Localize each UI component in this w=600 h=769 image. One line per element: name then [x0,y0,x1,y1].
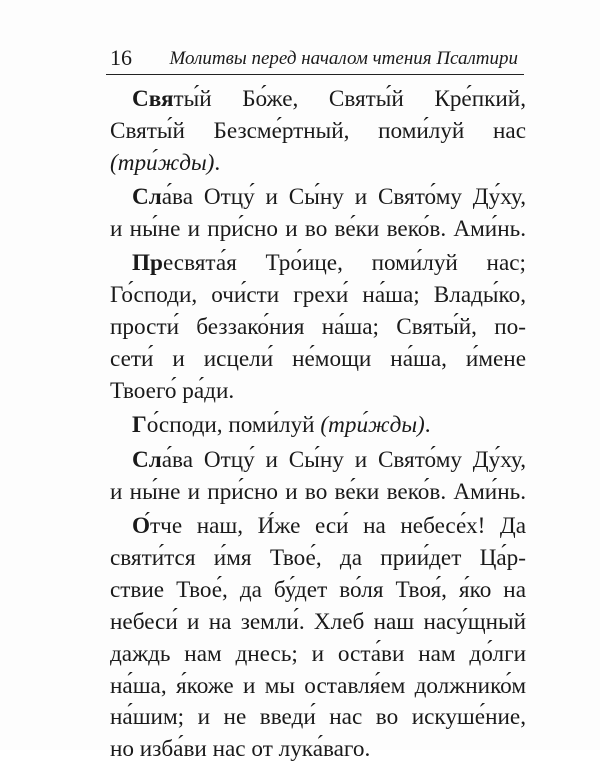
text-line [110,84,526,116]
text-line [110,445,526,477]
paragraph-initial: О [132,513,151,540]
text-line: Твоего́ ра́ди. [110,378,235,405]
text-line: ствие Твое́, да бу́дет во́ля Твоя́, я́ко на [110,576,526,603]
rubric-tail: . [214,149,221,176]
line-text: а́ва Отцу́ и Сы́ну и Свято́му Ду́ху, [161,446,526,473]
text-line [110,182,526,214]
line-text: о́споди, поми́луй [146,412,315,439]
rubric-tail: . [424,412,431,439]
paragraph-initial: Сл [132,446,162,473]
rubric-thrice: (три́жды) [110,149,215,176]
text-line: Святы́й Безсме́ртный, поми́луй нас [110,117,526,144]
page-header [106,44,524,75]
text-line: Го́споди, очи́сти грехи́ на́ша; Влады́ко, [110,282,526,309]
text-line: но изба́ви нас от лука́ваго. [110,736,371,763]
text-line: и ны́не и при́сно и во ве́ки веко́в. Ами́нь. [110,216,526,243]
running-title: Молитвы перед началом чтения Псалтири [169,48,518,69]
paragraph-glory [110,182,526,246]
line-text: а́ва Отцу́ и Сы́ну и Свято́му Ду́ху, [161,184,526,211]
rubric-thrice: (три́жды) [320,412,425,439]
line-text: есвята́я Тро́ице, поми́луй нас; [162,250,526,277]
text-line: даждь нам днесь; и оста́ви нам до́лги [110,640,526,667]
paragraph-initial: Свя [132,86,174,112]
paragraph-trisagion [110,84,526,180]
text-line: на́ша, я́коже и мы оставля́ем должнико́м [110,672,526,699]
text-line: небеси́ и на земли́. Хлеб наш насу́щный [110,608,526,635]
paragraph-initial: Пр [132,250,163,277]
line-text: ты́й Бо́же, Святы́й Кре́пкий, [173,86,526,112]
line-text: ́тче наш, И́же еси́ на небесе́х! Да [150,513,526,540]
text-line: сети́ и исцели́ не́мощи на́ша, и́мене [110,346,526,373]
paragraph-initial: Г [132,412,147,439]
text-line: святи́тся и́мя Твое́, да прии́дет Ца́р- [110,544,526,571]
text-line [110,148,526,180]
text-line: на́шим; и не введи́ нас во искуше́ние, [110,704,526,731]
text-line [110,410,526,442]
text-line: и ны́не и при́сно и во ве́ки веко́в. Ами́нь. [110,478,526,505]
text-line: прости́ беззако́ния на́ша; Святы́й, по- [110,314,526,341]
paragraph-initial: Сл [132,184,162,211]
paragraph-our-father [110,511,526,766]
paragraph-lord-have-mercy [110,410,526,442]
paragraph-trinity [110,248,526,407]
text-line [110,248,526,280]
page-number: 16 [110,45,132,70]
text-line [110,511,526,543]
paragraph-glory-2 [110,445,526,509]
prayer-text [110,84,526,769]
